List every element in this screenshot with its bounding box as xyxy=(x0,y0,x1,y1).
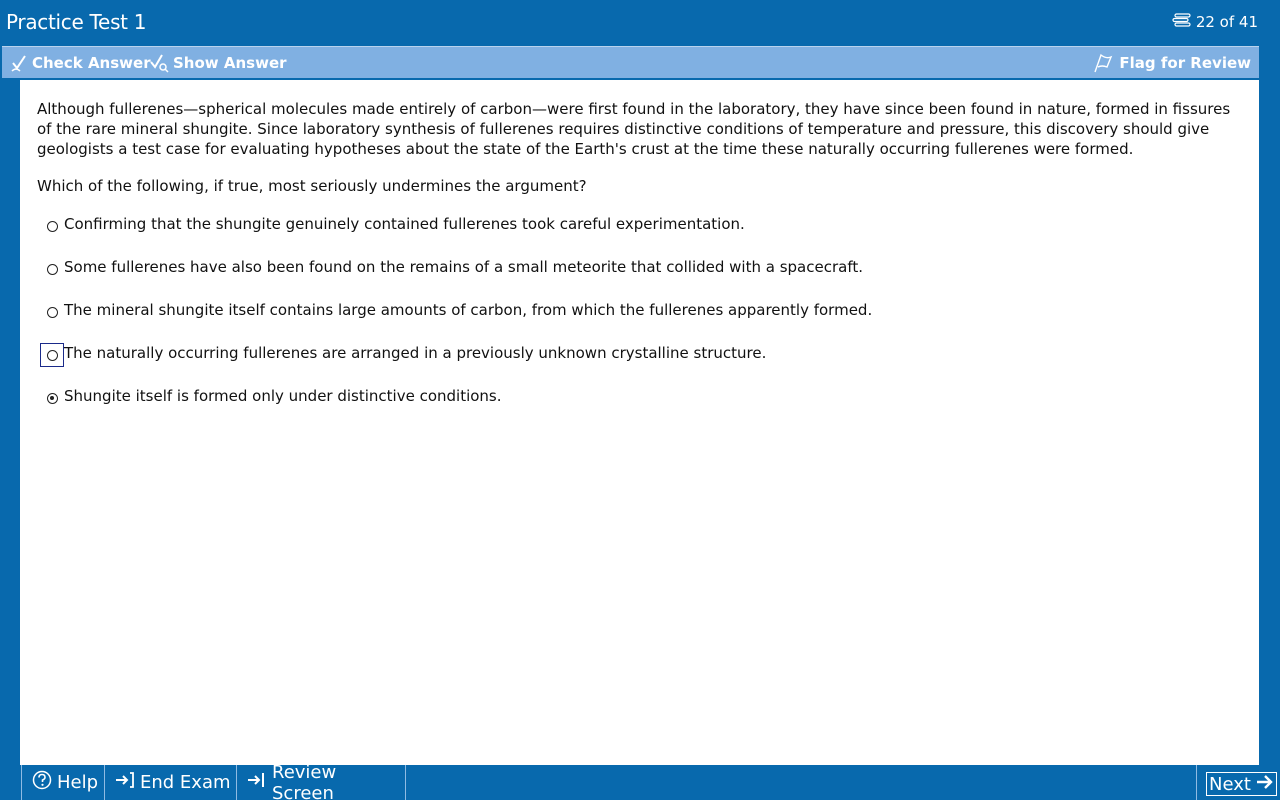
stack-icon xyxy=(1172,13,1192,31)
answer-choice[interactable] xyxy=(40,341,1230,384)
answer-radio-frame[interactable] xyxy=(40,386,64,410)
answer-choice[interactable] xyxy=(40,298,1230,341)
answer-radio-frame[interactable] xyxy=(40,257,64,281)
flag-for-review-label: Flag for Review xyxy=(1119,54,1251,72)
show-answer-icon xyxy=(149,53,169,73)
help-button[interactable] xyxy=(21,765,108,800)
check-answer-icon xyxy=(10,53,28,73)
help-label: Help xyxy=(57,772,99,793)
review-screen-label: Review Screen xyxy=(272,761,337,800)
check-answer-label: Check Answer xyxy=(32,54,151,72)
question-stimulus: Although fullerenes—spherical molecules made entirely of carbon—were first found in the laboratory, they have since been found in nature, formed in fissures of the rare mineral shungite. Since laboratory synthesis of fullerenes requires distinctive conditions of temperature and pressure, this discovery should give geologists a test case for evaluating hypotheses about the state of the Earth's crust at the time these naturally occurring fullerenes were formed. xyxy=(37,100,1231,158)
question-circle-icon xyxy=(32,770,52,795)
answer-choice[interactable] xyxy=(40,212,1230,255)
exit-arrow-icon xyxy=(115,771,135,794)
title-bar xyxy=(0,0,1280,45)
arrow-right-icon xyxy=(1256,774,1274,795)
answer-radio[interactable] xyxy=(47,221,58,232)
answer-radio[interactable] xyxy=(47,350,58,361)
bottom-divider xyxy=(1196,765,1197,800)
answer-choice[interactable] xyxy=(40,255,1230,298)
check-answer-button[interactable] xyxy=(10,53,151,73)
flag-for-review-button[interactable] xyxy=(1093,53,1251,73)
end-exam-button[interactable] xyxy=(104,765,241,800)
question-panel xyxy=(20,80,1259,765)
show-answer-button[interactable] xyxy=(149,53,287,73)
answer-choice-text: The naturally occurring fullerenes are arranged in a previously unknown crystalline structure. xyxy=(64,344,767,362)
next-button[interactable] xyxy=(1206,772,1277,796)
answer-radio[interactable] xyxy=(47,307,58,318)
left-margin xyxy=(0,80,20,765)
bottom-bar xyxy=(0,761,1280,800)
answer-radio[interactable] xyxy=(47,393,58,404)
progress-text: 22 of 41 xyxy=(1195,13,1258,31)
review-arrow-icon xyxy=(247,771,267,794)
show-answer-label: Show Answer xyxy=(173,54,287,72)
question-stem: Which of the following, if true, most seriously undermines the argument? xyxy=(37,177,587,195)
answer-radio-frame[interactable] xyxy=(40,214,64,238)
answer-radio-frame[interactable] xyxy=(40,300,64,324)
question-progress xyxy=(1172,13,1258,31)
review-screen-button[interactable] xyxy=(236,761,406,800)
answer-choice[interactable] xyxy=(40,384,1230,427)
toolbar xyxy=(2,46,1259,78)
app-title: Practice Test 1 xyxy=(6,10,147,34)
answer-choice-text: Some fullerenes have also been found on the remains of a small meteorite that collided with a spacecraft. xyxy=(64,258,863,276)
answer-radio-frame[interactable] xyxy=(40,343,64,367)
answer-choice-text: Shungite itself is formed only under distinctive conditions. xyxy=(64,387,502,405)
end-exam-label: End Exam xyxy=(140,772,231,793)
answer-radio[interactable] xyxy=(47,264,58,275)
answer-choices xyxy=(40,212,1230,427)
next-label: Next xyxy=(1209,773,1251,795)
answer-choice-text: Confirming that the shungite genuinely contained fullerenes took careful experimentation. xyxy=(64,215,745,233)
flag-icon xyxy=(1093,53,1115,73)
answer-choice-text: The mineral shungite itself contains large amounts of carbon, from which the fullerenes apparently formed. xyxy=(64,301,873,319)
